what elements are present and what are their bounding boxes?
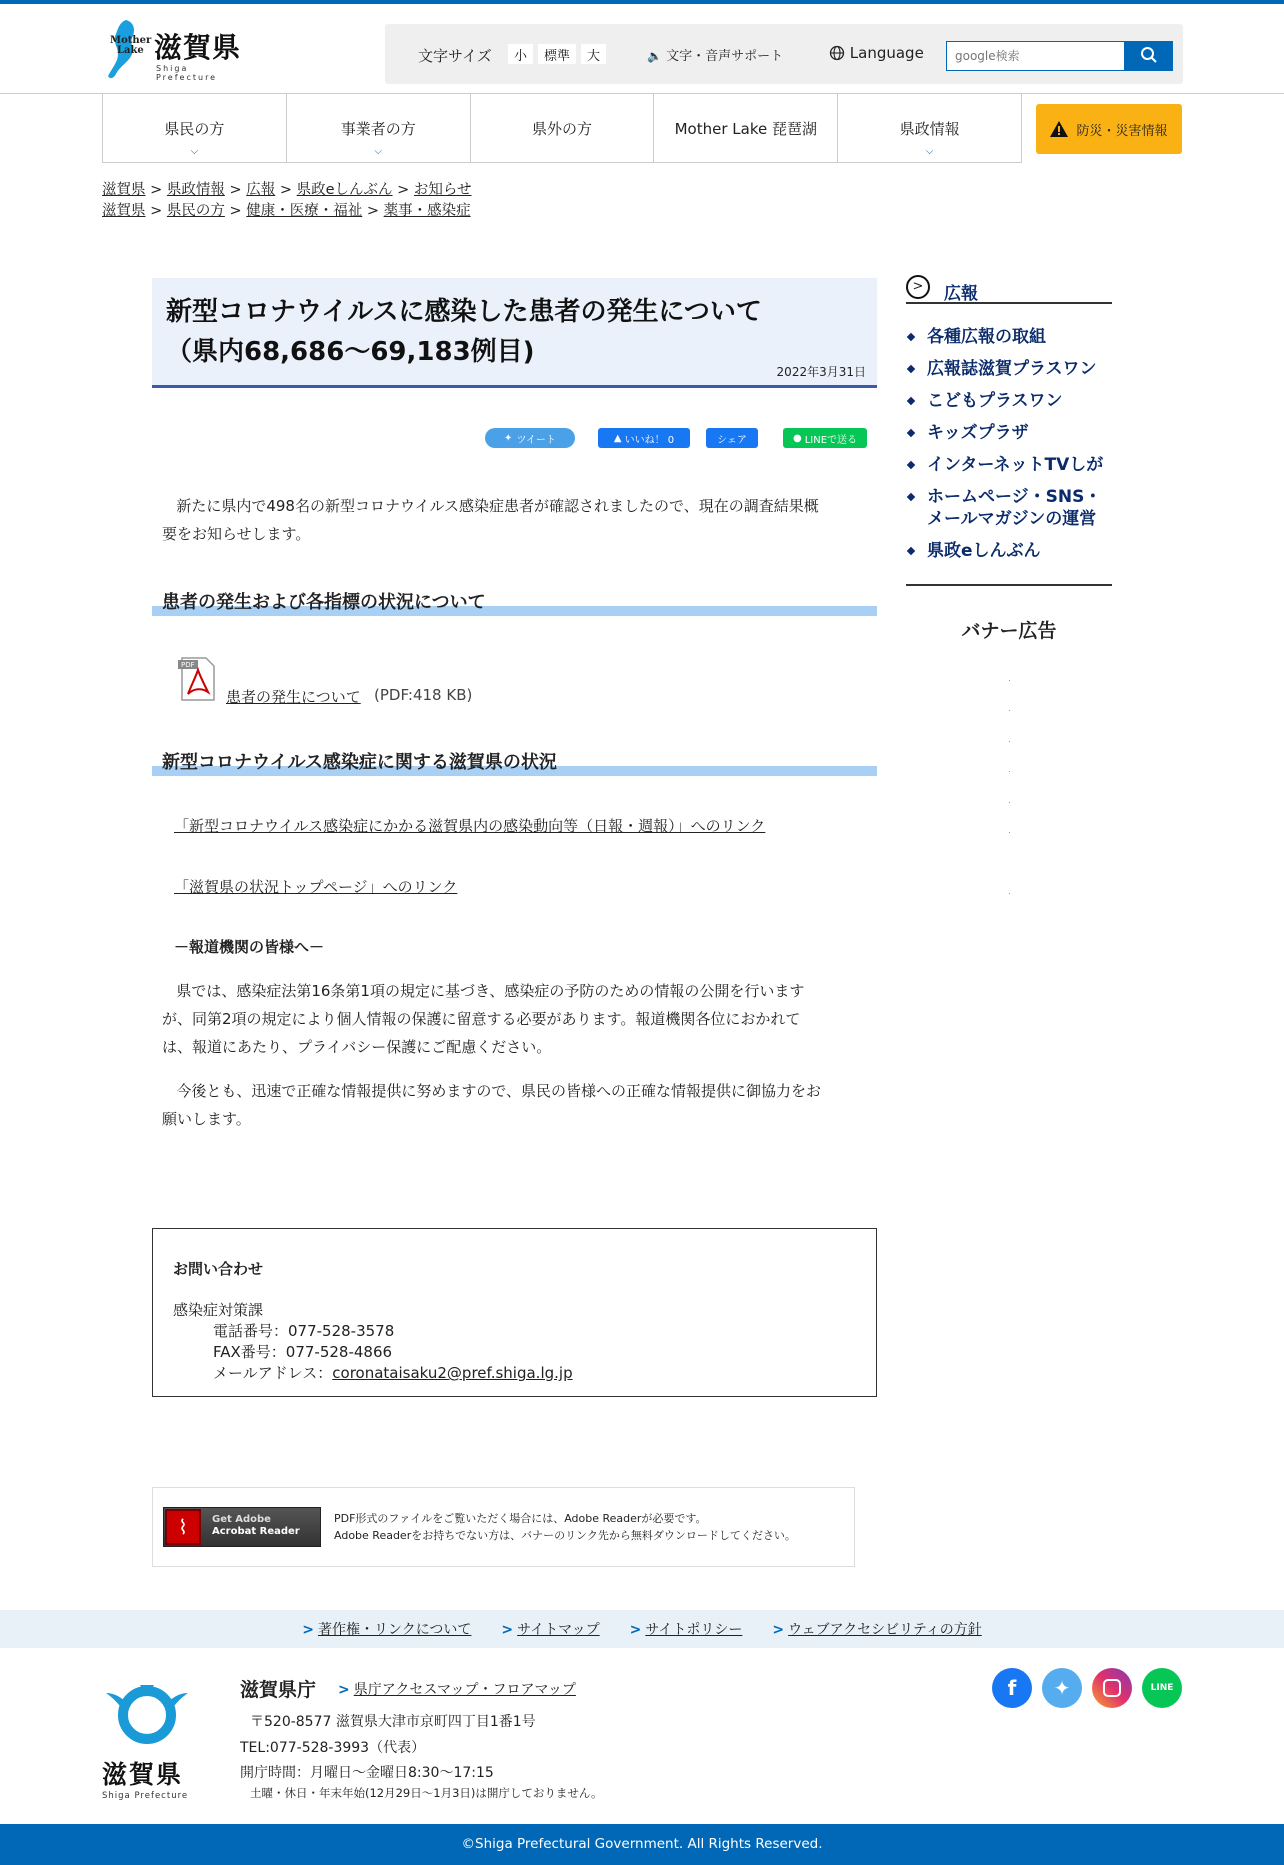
speaker-icon: 🔈 — [647, 49, 662, 63]
nav-residents[interactable]: 県民の方 ⌵ — [103, 94, 287, 162]
language-link[interactable]: Language — [829, 44, 924, 62]
shiga-status-top-link[interactable]: 「滋賀県の状況トップページ」へのリンク — [174, 878, 458, 896]
breadcrumb-link[interactable]: 滋賀県 — [102, 182, 146, 198]
cooperation-paragraph: 今後とも、迅速で正確な情報提供に努めますので、県民の皆様への正確な情報提供に御協力をお 願いします。 — [162, 1082, 822, 1128]
sidebar-item-kids-plus-one[interactable]: こどもプラスワン — [906, 390, 1112, 412]
footer-link-copyright[interactable]: > 著作権・リンクについて — [302, 1622, 472, 1638]
sidebar-menu — [906, 326, 1112, 586]
sidebar-item-plus-one[interactable]: 広報誌滋賀プラスワン — [906, 358, 1112, 380]
adobe-notice-text: PDF形式のファイルをご覧いただく場合には、Adobe Readerが必要です。 Adobe Readerをお持ちでない方は、バナーのリンク先から無料ダウンロードしてください。 — [334, 1512, 796, 1542]
main-nav — [102, 93, 1022, 163]
instagram-icon[interactable] — [1092, 1668, 1132, 1708]
infection-trend-link[interactable]: 「新型コロナウイルス感染症にかかる滋賀県内の感染動向等（日報・週報）」へのリンク — [174, 817, 766, 835]
footer-link-site-policy[interactable]: > サイトポリシー — [629, 1622, 743, 1638]
banner-ad[interactable] — [1009, 832, 1010, 833]
chevron-right-icon: > — [629, 1622, 642, 1638]
pdf-link[interactable]: 患者の発生について — [226, 688, 361, 706]
emblem-text-jp: 滋賀県 — [102, 1760, 184, 1789]
chevron-right-circle-icon: > — [906, 275, 930, 299]
breadcrumb-row: 滋賀県 > 県民の方 > 健康・医療・福祉 > 薬事・感染症 — [102, 203, 471, 219]
svg-text:PDF: PDF — [181, 661, 195, 669]
breadcrumb-row: 滋賀県 > 県政情報 > 広報 > 県政eしんぶん > お知らせ — [102, 182, 472, 198]
tweet-button[interactable]: ✦ ツイート — [485, 428, 575, 448]
press-paragraph: 県では、感染症法第16条第1項の規定に基づき、感染症の予防のための情報の公開を行います が、同第2項の規定により個人情報の保護に留意する必要があります。報道機関各位におかれて は、報道にあたり、プライバシー保護にご配慮ください。 — [162, 982, 805, 1056]
footer-closed-note: 土曜・休日・年末年始(12月29日～1月3日)は開庁しておりません。 — [250, 1786, 603, 1800]
font-size-label: 文字サイズ — [418, 47, 492, 65]
thumbs-up-icon: ▲ — [613, 432, 622, 444]
facebook-share-button[interactable]: シェア — [706, 428, 758, 448]
access-map-link[interactable]: > 県庁アクセスマップ・フロアマップ — [338, 1682, 576, 1698]
press-heading: －報道機関の皆様へ－ — [174, 938, 325, 956]
logo-text-en: Shiga Prefecture — [156, 64, 218, 82]
site-logo[interactable] — [104, 18, 244, 82]
voice-support-link[interactable]: 🔈 文字・音声サポート — [647, 49, 784, 64]
emblem-text-en: Shiga Prefecture — [102, 1791, 189, 1801]
banner-ad[interactable] — [1009, 741, 1010, 742]
sidebar-item-internet-tv[interactable]: インターネットTVしが — [906, 454, 1112, 476]
contact-tel: 電話番号：077-528-3578 — [213, 1322, 395, 1340]
nav-prefectural-info[interactable]: 県政情報 ⌵ — [899, 119, 960, 157]
breadcrumb — [102, 180, 472, 222]
font-size-standard-button[interactable]: 標準 — [538, 44, 576, 64]
intro-paragraph: 新たに県内で498名の新型コロナウイルス感染症患者が確認されましたので、現在の調査結果概 要をお知らせします。 — [162, 497, 819, 543]
footer-tel: TEL:077-528-3993（代表） — [240, 1740, 426, 1756]
search-input[interactable] — [946, 41, 1125, 71]
banner-ad[interactable] — [1009, 710, 1010, 711]
nav-mother-lake[interactable]: Mother Lake 琵琶湖 — [654, 94, 838, 162]
footer-address: 〒520-8577 滋賀県大津市京町四丁目1番1号 — [250, 1714, 536, 1730]
pdf-size: (PDF:418 KB) — [374, 686, 473, 704]
logo-text-jp: 滋賀県 — [154, 31, 242, 64]
twitter-icon[interactable]: ✦ — [1042, 1668, 1082, 1708]
line-share-button[interactable]: ● LINEで送る — [783, 428, 867, 448]
sidebar-item-homepage-sns[interactable]: ホームページ・SNS・ メールマガジンの運営 — [906, 486, 1112, 530]
footer-org-name: 滋賀県庁 — [240, 1679, 317, 1701]
chevron-right-icon: > — [338, 1682, 350, 1698]
breadcrumb-link[interactable]: 薬事・感染症 — [383, 203, 471, 219]
font-size-large-button[interactable]: 大 — [581, 44, 606, 64]
chevron-down-icon: ⌵ — [190, 146, 199, 157]
breadcrumb-link[interactable]: 県民の方 — [166, 203, 225, 219]
breadcrumb-link[interactable]: お知らせ — [413, 182, 472, 198]
contact-mail-link[interactable]: coronataisaku2@pref.shiga.lg.jp — [332, 1364, 573, 1382]
footer-link-sitemap[interactable]: > サイトマップ — [501, 1622, 600, 1638]
page-title: 新型コロナウイルスに感染した患者の発生について （県内68,686～69,183例目) — [166, 297, 762, 367]
footer-hours: 開庁時間：月曜日～金曜日8:30～17:15 — [240, 1765, 494, 1781]
banner-ad[interactable] — [1009, 680, 1010, 681]
contact-fax: FAX番号：077-528-4866 — [213, 1343, 393, 1361]
search-button[interactable] — [1125, 41, 1173, 71]
banner-ad[interactable] — [1009, 802, 1010, 803]
camera-glyph — [1103, 1679, 1121, 1697]
contact-heading: お問い合わせ — [173, 1260, 264, 1278]
breadcrumb-link[interactable]: 滋賀県 — [102, 203, 146, 219]
contact-box — [152, 1228, 877, 1397]
chevron-down-icon: ⌵ — [925, 146, 934, 157]
sidebar-item-e-shinbun[interactable]: 県政eしんぶん — [906, 540, 1112, 562]
publish-date: 2022年3月31日 — [776, 365, 866, 379]
acrobat-icon: ⌇ — [165, 1509, 201, 1545]
copyright-bar: ©Shiga Prefectural Government. All Rights Reserved. — [0, 1824, 1284, 1865]
line-icon[interactable]: LINE — [1142, 1668, 1182, 1708]
site-header — [0, 4, 1284, 94]
facebook-icon[interactable]: f — [992, 1668, 1032, 1708]
article — [152, 278, 877, 1138]
nav-business[interactable]: 事業者の方 ⌵ — [287, 94, 471, 162]
chevron-right-icon: > — [772, 1622, 785, 1638]
chevron-right-icon: > — [501, 1622, 514, 1638]
adobe-reader-banner[interactable]: ⌇ Get Adobe Acrobat Reader — [163, 1507, 321, 1547]
banner-ad-heading: バナー広告 — [961, 620, 1057, 642]
banner-ad[interactable] — [1009, 771, 1010, 772]
sidebar-item-kids-plaza[interactable]: キッズプラザ — [906, 422, 1112, 444]
breadcrumb-link[interactable]: 広報 — [246, 182, 276, 198]
chevron-right-icon: > — [302, 1622, 314, 1638]
sidebar-item-pr-efforts[interactable]: 各種広報の取組 — [906, 326, 1112, 348]
breadcrumb-link[interactable]: 県政情報 — [166, 182, 225, 198]
line-icon: ● — [792, 432, 802, 444]
footer-links — [0, 1610, 1284, 1648]
contact-dept: 感染症対策課 — [173, 1301, 264, 1319]
utility-bar — [385, 24, 1183, 84]
logo-mother-lake: Mother Lake — [110, 35, 152, 56]
section-heading: 患者の発生および各指標の状況について — [152, 588, 877, 618]
breadcrumb-link[interactable]: 健康・医療・福祉 — [246, 203, 363, 219]
footer-link-accessibility[interactable]: > ウェブアクセシビリティの方針 — [772, 1622, 982, 1638]
adobe-reader-notice — [152, 1487, 855, 1567]
section-heading: 新型コロナウイルス感染症に関する滋賀県の状況 — [152, 748, 877, 778]
facebook-like-button[interactable]: ▲ いいね！ 0 — [598, 428, 690, 448]
article-title-box — [152, 278, 877, 388]
twitter-icon: ✦ — [504, 432, 513, 444]
warning-icon — [1050, 121, 1068, 137]
sidebar-heading: > 広報 — [906, 274, 1112, 304]
font-size-small-button[interactable]: 小 — [508, 44, 533, 64]
pdf-icon — [178, 656, 216, 702]
nav-outside[interactable]: 県外の方 — [471, 94, 655, 162]
contact-mail-row: メールアドレス：coronataisaku2@pref.shiga.lg.jp — [213, 1364, 573, 1382]
globe-icon — [829, 45, 845, 61]
shiga-emblem-icon — [102, 1683, 192, 1749]
breadcrumb-link[interactable]: 県政eしんぶん — [296, 182, 393, 198]
chevron-down-icon: ⌵ — [374, 146, 382, 157]
prefecture-emblem — [102, 1683, 192, 1801]
search-icon — [1140, 46, 1158, 64]
banner-ad[interactable] — [1009, 893, 1010, 894]
disaster-info-button[interactable]: 防災・災害情報 — [1036, 104, 1182, 154]
